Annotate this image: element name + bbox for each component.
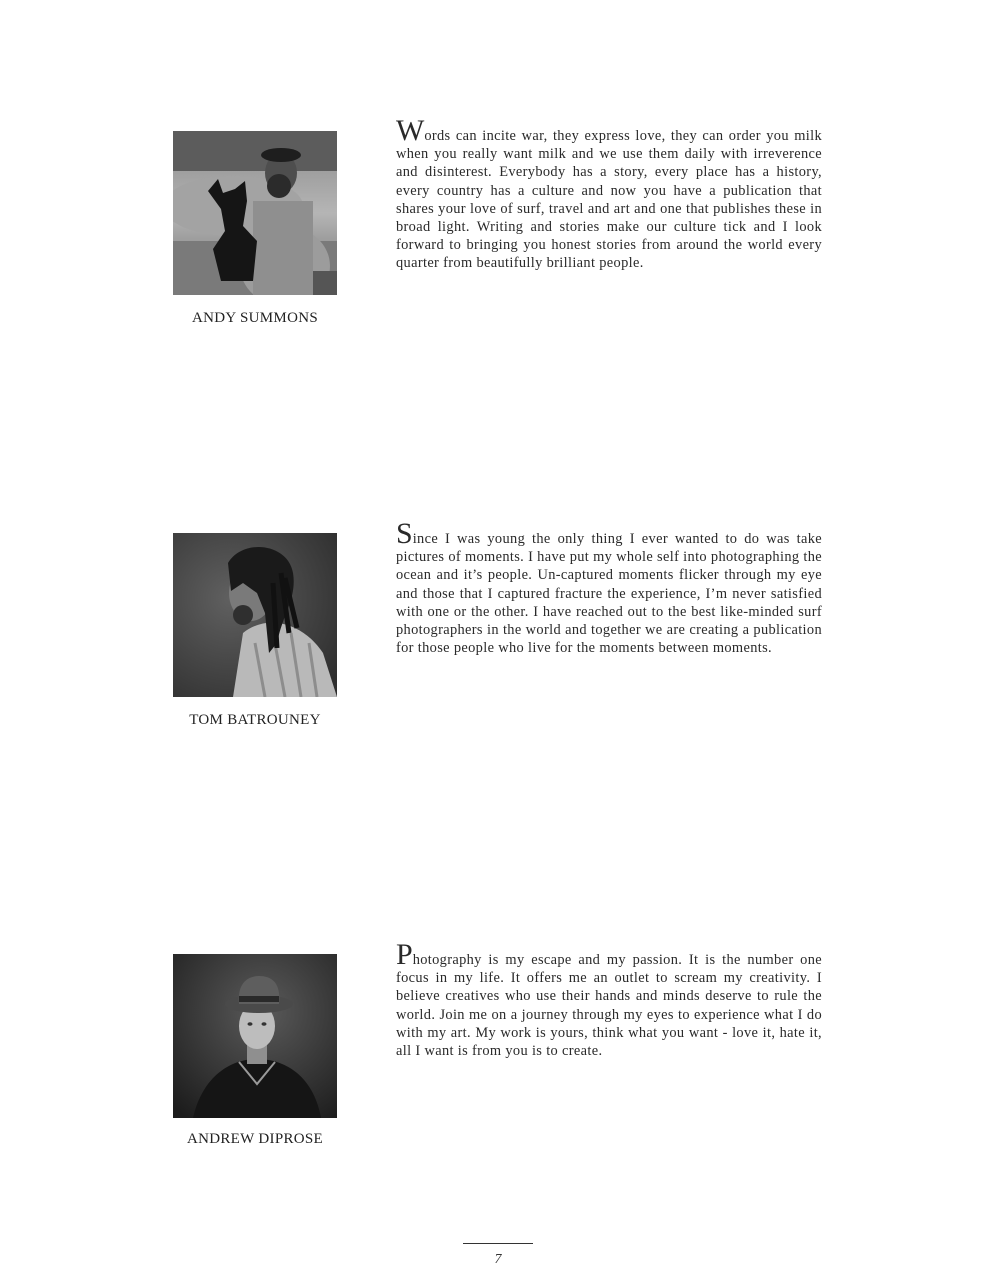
page-number-rule <box>463 1243 533 1244</box>
portrait-man-with-dog-image <box>173 131 337 295</box>
portrait-photo-andrew-diprose <box>173 954 337 1118</box>
contributor-name: ANDREW DIPROSE <box>186 1131 323 1147</box>
portrait-photo-andy-summons <box>173 131 337 295</box>
bio-text: hotography is my escape and my passion. It is the number one focus in my life. It offers me an outlet to scream my creativity. I believe creatives who use their hands and minds deserve to rule the world. Join me on a journey through my eyes to experience what I do with my art. My work is yours, think what you want - love it, hate it, all I want is from you is to create. <box>396 952 822 1060</box>
bio-text: ords can incite war, they express love, they can order you milk when you really want milk and we use them daily with irreverence and disinterest. Everybody has a story, every place has a history, every country has a culture and now you have a publication that shares your love of surf, travel and art and one that publishes these in broad light. Writing and stories make our culture tick and I look forward to bringing you honest stories from around the world every quarter from beautifully brilliant people. <box>396 128 822 272</box>
bio-text: ince I was young the only thing I ever wanted to do was take pictures of moments. I have put my whole self into photographing the ocean and it’s people. Un-captured moments flicker through my eye and those that I captured fracture the experience, I’m never satisfied with one or the other. I have reached out to the best like-minded surf photographers in the world and together we are creating a publication for those people who live for the moments between moments. <box>396 531 822 657</box>
drop-cap-initial: P <box>396 938 413 971</box>
page-number: 7 <box>494 1252 502 1267</box>
contributor-name: ANDY SUMMONS <box>192 310 318 326</box>
contributor-bio <box>396 114 822 273</box>
contributor-bio <box>396 517 822 657</box>
contributor-name: TOM BATROUNEY <box>189 712 321 728</box>
portrait-man-in-hat-image <box>173 954 337 1118</box>
drop-cap-initial: S <box>396 517 413 550</box>
drop-cap-initial: W <box>396 114 425 147</box>
contributor-bio <box>396 938 822 1060</box>
portrait-man-with-dreadlocks-image <box>173 533 337 697</box>
portrait-photo-tom-batrouney <box>173 533 337 697</box>
